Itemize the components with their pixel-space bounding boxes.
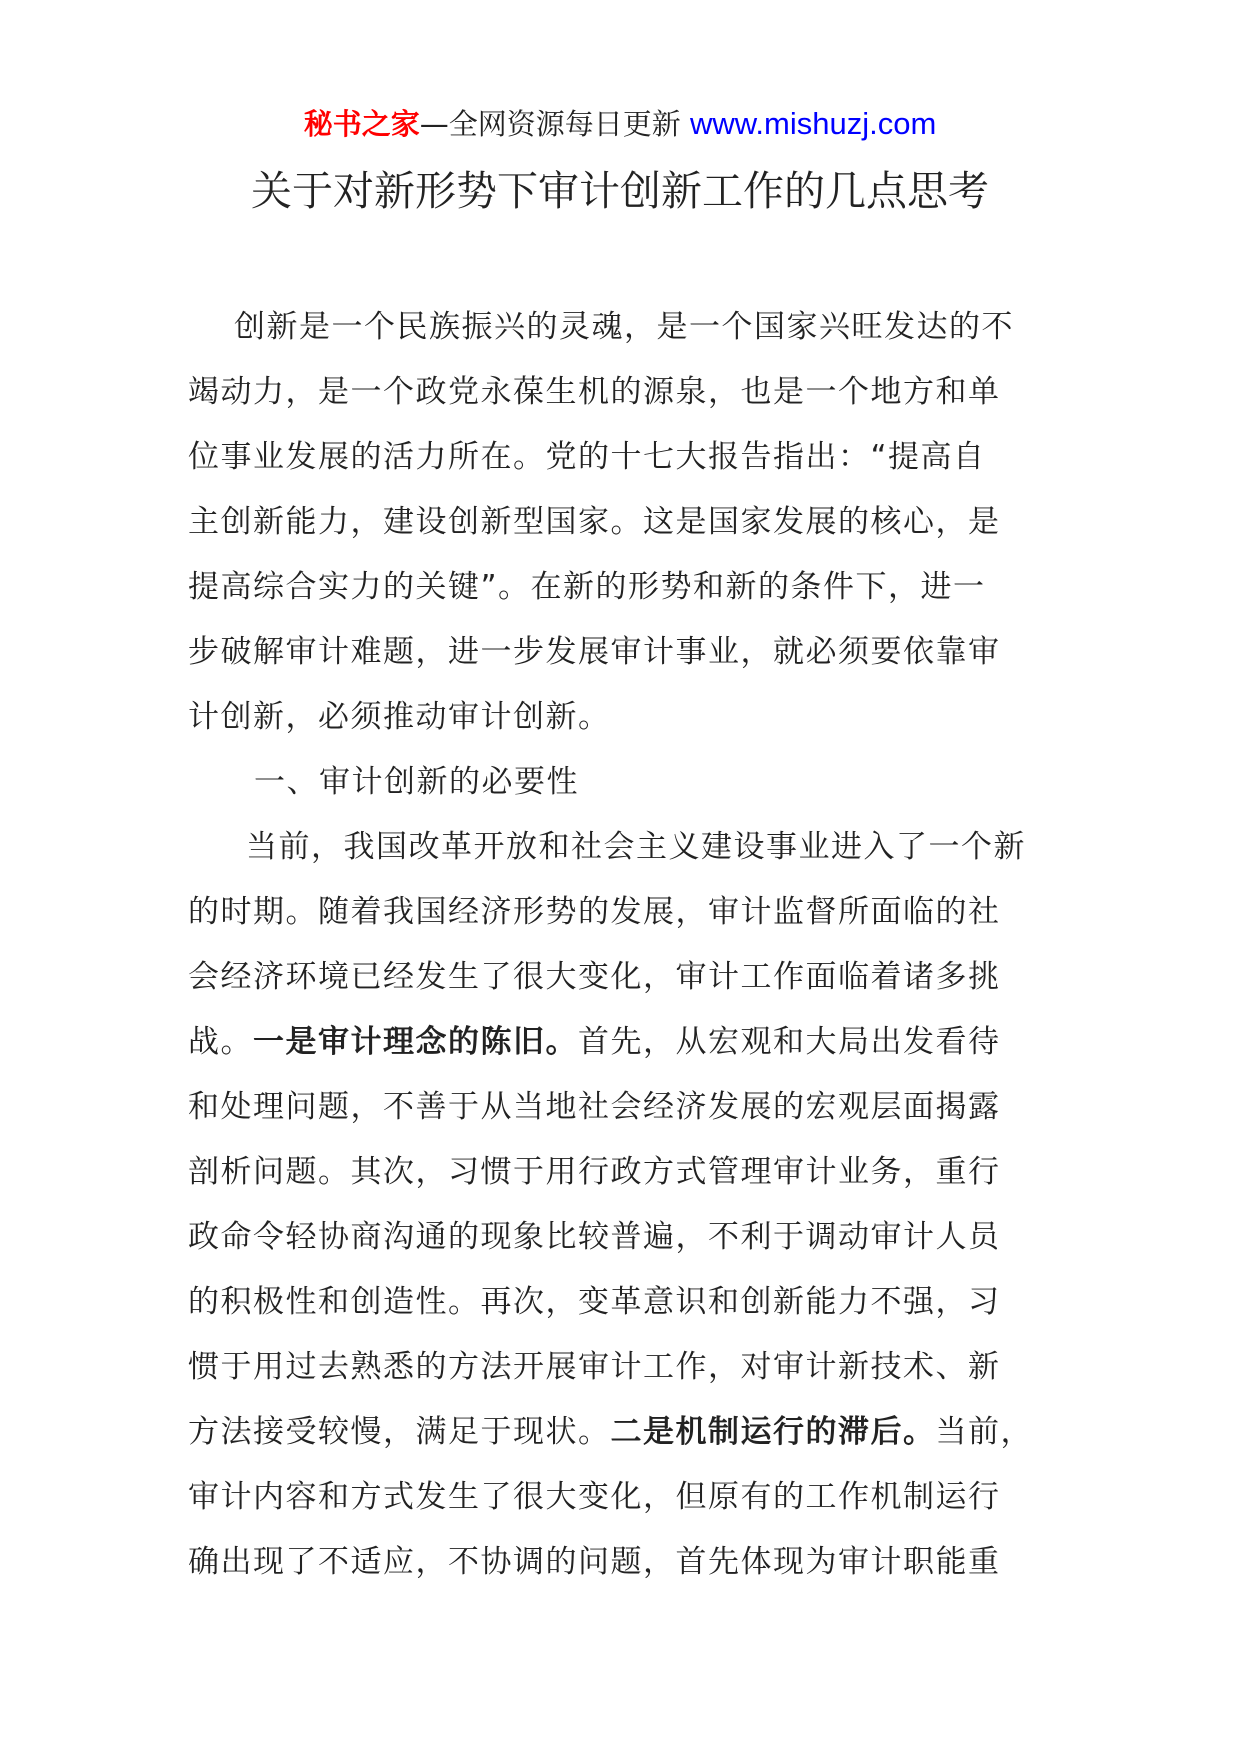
brand-name: 秘书之家 [303,107,420,141]
text-line: 惯于用过去熟悉的方法开展审计工作，对审计新技术、新 [188,1349,1001,1385]
paragraph-intro [188,295,1068,750]
text-run: 首先，从宏观和大局出发看待 [578,1024,1001,1060]
text-run: 方法接受较慢，满足于现状。 [188,1414,611,1450]
section-heading: 一、审计创新的必要性 [254,764,579,800]
bold-point-two: 二是机制运行的滞后。 [610,1414,936,1450]
text-line: 主创新能力，建设创新型国家。这是国家发展的核心，是 [188,504,1001,540]
text-run: 战。 [188,1024,253,1060]
text-line: 政命令轻协商沟通的现象比较普遍，不利于调动审计人员 [188,1219,1001,1255]
text-line: 的积极性和创造性。再次，变革意识和创新能力不强，习 [188,1284,1001,1320]
paragraph-necessity [188,815,1068,1595]
text-line: 计创新，必须推动审计创新。 [188,699,611,735]
banner-tagline: —全网资源每日更新 [419,107,690,141]
text-line: 步破解审计难题，进一步发展审计事业，就必须要依靠审 [188,634,1001,670]
site-url-link[interactable]: www.mishuzj.com [689,106,937,141]
text-line: 竭动力，是一个政党永葆生机的源泉，也是一个地方和单 [188,374,1001,410]
text-line: 创新是一个民族振兴的灵魂，是一个国家兴旺发达的不 [234,309,1014,345]
text-line: 剖析问题。其次，习惯于用行政方式管理审计业务，重行 [188,1154,1001,1190]
text-line [188,1400,1068,1465]
text-line [188,1010,1068,1075]
site-banner [0,104,1240,144]
text-line: 提高综合实力的关键”。在新的形势和新的条件下，进一 [188,569,986,605]
document-body [188,295,1068,1595]
bold-point-one: 一是审计理念的陈旧。 [253,1024,578,1060]
text-line: 审计内容和方式发生了很大变化，但原有的工作机制运行 [188,1479,1001,1515]
text-run: 当前， [935,1414,1033,1450]
text-line: 的时期。随着我国经济形势的发展，审计监督所面临的社 [188,894,1001,930]
text-line: 位事业发展的活力所在。党的十七大报告指出：“提高自 [188,439,986,475]
document-title: 关于对新形势下审计创新工作的几点思考 [251,167,989,215]
text-line: 当前，我国改革开放和社会主义建设事业进入了一个新 [246,829,1026,865]
text-line: 确出现了不适应，不协调的问题，首先体现为审计职能重 [188,1544,1001,1580]
text-line: 和处理问题，不善于从当地社会经济发展的宏观层面揭露 [188,1089,1001,1125]
text-line: 会经济环境已经发生了很大变化，审计工作面临着诸多挑 [188,959,1001,995]
